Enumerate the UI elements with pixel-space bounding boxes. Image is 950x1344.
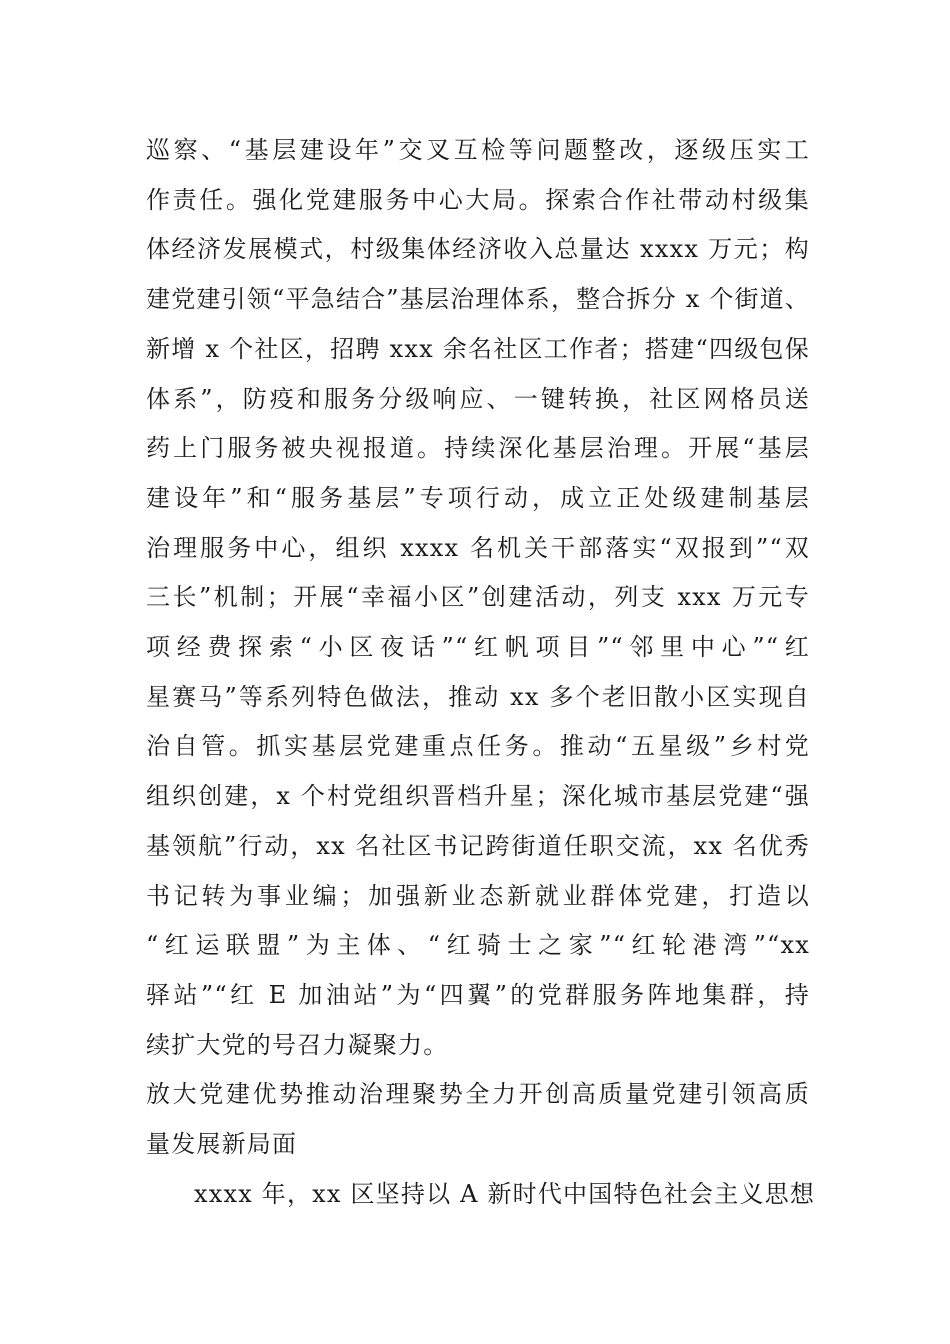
document-page xyxy=(146,126,816,1219)
text-line: 书记转为事业编；加强新业态新就业群体党建，打造以 xyxy=(146,881,810,910)
text-line: 量发展新局面 xyxy=(146,1130,298,1159)
text-line: 组织创建，x 个村党组织晋档升星；深化城市基层党建“强 xyxy=(146,782,810,811)
text-line: 治自管。抓实基层党建重点任务。推动“五星级”乡村党 xyxy=(146,732,810,761)
text-line: 药上门服务被央视报道。持续深化基层治理。开展“基层 xyxy=(146,434,810,463)
text-line: 治理服务中心，组织 xxxx 名机关干部落实“双报到”“双 xyxy=(146,533,810,562)
text-line: 续扩大党的号召力凝聚力。 xyxy=(146,1030,449,1059)
section-heading xyxy=(146,1070,810,1169)
text-line: 作责任。强化党建服务中心大局。探索合作社带动村级集 xyxy=(146,185,810,214)
text-line: “红运联盟”为主体、“红骑士之家”“红轮港湾”“xx xyxy=(146,931,810,960)
text-line: 项经费探索“小区夜话”“红帆项目”“邻里中心”“红 xyxy=(146,633,810,662)
text-line: 新增 x 个社区，招聘 xxx 余名社区工作者；搭建“四级包保 xyxy=(146,334,810,363)
next-paragraph xyxy=(146,1170,816,1220)
text-line: xxxx 年，xx 区坚持以 A 新时代中国特色社会主义思想 xyxy=(194,1179,816,1208)
body-paragraph xyxy=(146,126,810,1070)
text-line: 体经济发展模式，村级集体经济收入总量达 xxxx 万元；构 xyxy=(146,235,810,264)
text-line: 三长”机制；开展“幸福小区”创建活动，列支 xxx 万元专 xyxy=(146,583,810,612)
text-line: 放大党建优势推动治理聚势全力开创高质量党建引领高质 xyxy=(146,1080,810,1109)
text-line: 星赛马”等系列特色做法，推动 xx 多个老旧散小区实现自 xyxy=(146,682,810,711)
text-line: 基领航”行动，xx 名社区书记跨街道任职交流，xx 名优秀 xyxy=(146,831,810,860)
text-line: 建党建引领“平急结合”基层治理体系，整合拆分 x 个街道、 xyxy=(146,285,811,314)
text-line: 建设年”和“服务基层”专项行动，成立正处级建制基层 xyxy=(146,483,810,512)
text-line: 巡察、“基层建设年”交叉互检等问题整改，逐级压实工 xyxy=(146,136,810,164)
text-line: 体系”，防疫和服务分级响应、一键转换，社区网格员送 xyxy=(146,384,810,413)
text-line: 驿站”“红 E 加油站”为“四翼”的党群服务阵地集群，持 xyxy=(146,980,810,1009)
